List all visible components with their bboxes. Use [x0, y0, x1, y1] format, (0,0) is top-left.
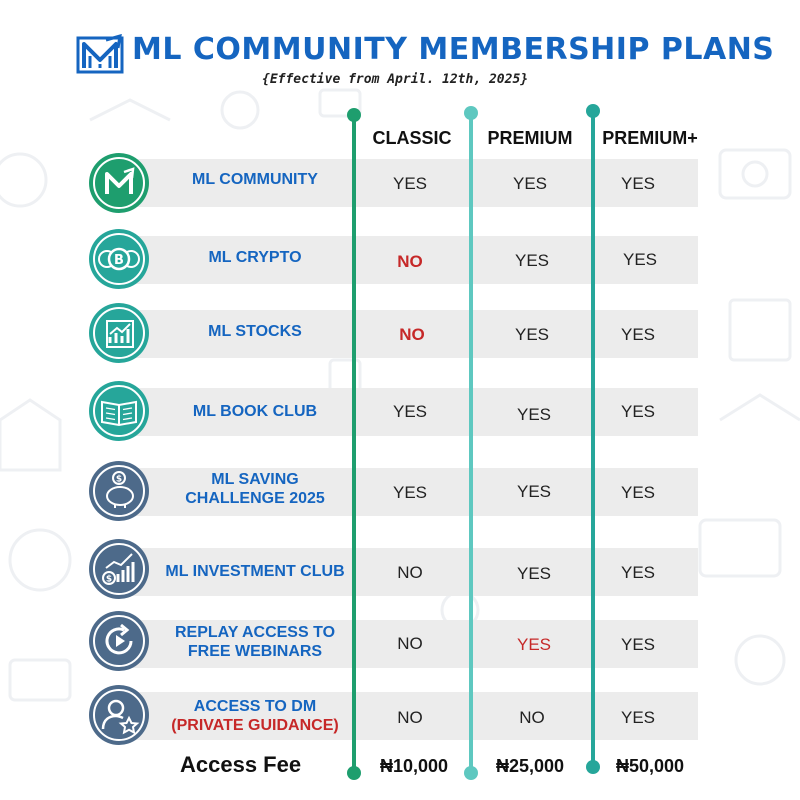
- cell-ml-community-classic: YES: [392, 174, 428, 193]
- cell-ml-crypto-premium: YES: [514, 251, 550, 270]
- cell-access-to-dm-premium: NO: [519, 708, 545, 727]
- row-label-replay-access: REPLAY ACCESS TO FREE WEBINARS: [174, 624, 336, 660]
- cell-ml-saving-challenge-classic: YES: [392, 483, 428, 502]
- cell-ml-saving-challenge-premium: YES: [516, 482, 552, 501]
- page-subtitle: {Effective from April. 12th, 2025}: [262, 72, 529, 87]
- cell-ml-crypto-classic: NO: [397, 252, 423, 271]
- premium-plus-line-top-dot: [586, 104, 600, 118]
- ml-investment-club-icon: [88, 538, 150, 600]
- cell-ml-book-club-premium: YES: [516, 405, 552, 424]
- cell-ml-stocks-premium-plus: YES: [620, 325, 656, 344]
- ml-stocks-icon: [88, 302, 150, 364]
- cell-ml-book-club-classic: YES: [392, 402, 428, 421]
- ml-saving-challenge-icon: [88, 460, 150, 522]
- premium-column-line: [469, 112, 473, 774]
- ml-crypto-icon: [88, 228, 150, 290]
- page-title: ML COMMUNITY MEMBERSHIP PLANS: [132, 32, 775, 67]
- column-header-premium: PREMIUM: [487, 128, 573, 148]
- row-label-access-to-dm: ACCESS TO DM (PRIVATE GUIDANCE): [171, 698, 339, 734]
- cell-ml-investment-club-premium: YES: [516, 564, 552, 583]
- cell-ml-stocks-classic: NO: [399, 325, 425, 344]
- access-to-dm-icon: [88, 684, 150, 746]
- premium-plus-column-line: [591, 110, 595, 770]
- cell-ml-community-premium-plus: YES: [620, 174, 656, 193]
- ml-book-club-icon: [88, 380, 150, 442]
- svg-text:$: $: [115, 474, 123, 485]
- fee-premium-plus: ₦50,000: [615, 756, 685, 776]
- column-header-classic: CLASSIC: [372, 128, 452, 148]
- row-label-ml-investment-club: ML INVESTMENT CLUB: [165, 563, 345, 580]
- ml-logo-icon: [76, 34, 124, 74]
- cell-replay-access-premium: YES: [516, 635, 552, 654]
- svg-text:$: $: [105, 574, 113, 585]
- replay-access-icon: [88, 610, 150, 672]
- row-label-ml-crypto: ML CRYPTO: [208, 249, 302, 266]
- row-label-ml-stocks: ML STOCKS: [208, 323, 302, 340]
- ml-community-icon: [88, 152, 150, 214]
- cell-ml-community-premium: YES: [512, 174, 548, 193]
- cell-access-to-dm-classic: NO: [397, 708, 423, 727]
- cell-replay-access-classic: NO: [397, 634, 423, 653]
- classic-line-top-dot: [347, 108, 361, 122]
- cell-ml-book-club-premium-plus: YES: [620, 402, 656, 421]
- row-label-ml-book-club: ML BOOK CLUB: [192, 403, 318, 420]
- cell-replay-access-premium-plus: YES: [620, 635, 656, 654]
- svg-text:B: B: [114, 253, 124, 268]
- access-fee-label: Access Fee: [180, 752, 302, 777]
- row-label-ml-saving-challenge: ML SAVING CHALLENGE 2025: [185, 471, 325, 507]
- cell-ml-investment-club-classic: NO: [397, 563, 423, 582]
- cell-ml-saving-challenge-premium-plus: YES: [620, 483, 656, 502]
- column-header-premium-plus: PREMIUM+: [602, 128, 698, 148]
- row-label-ml-community: ML COMMUNITY: [192, 171, 318, 188]
- cell-ml-investment-club-premium-plus: YES: [620, 563, 656, 582]
- premium-line-top-dot: [464, 106, 478, 120]
- cell-ml-stocks-premium: YES: [514, 325, 550, 344]
- fee-classic: ₦10,000: [379, 756, 449, 776]
- classic-column-line: [352, 114, 356, 774]
- cell-ml-crypto-premium-plus: YES: [622, 250, 658, 269]
- fee-premium: ₦25,000: [495, 756, 565, 776]
- cell-access-to-dm-premium-plus: YES: [620, 708, 656, 727]
